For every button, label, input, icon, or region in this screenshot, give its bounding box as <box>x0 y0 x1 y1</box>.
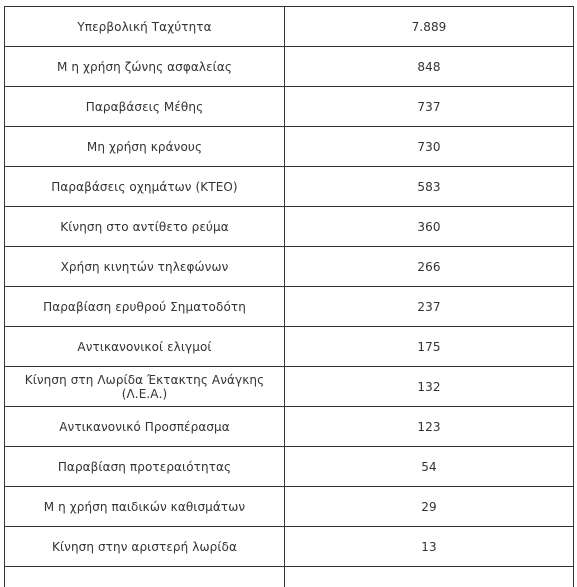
violation-cell: Παραβίαση ερυθρού Σηματοδότη <box>5 287 285 327</box>
table-row <box>5 87 574 127</box>
count-cell: 737 <box>285 87 574 127</box>
table-row <box>5 247 574 287</box>
table-row <box>5 447 574 487</box>
table-row <box>5 127 574 167</box>
violations-table <box>4 6 574 587</box>
count-cell: 123 <box>285 407 574 447</box>
count-cell: 7.889 <box>285 7 574 47</box>
count-cell: 848 <box>285 47 574 87</box>
table-row <box>5 367 574 407</box>
violation-cell: Μ η χρήση ζώνης ασφαλείας <box>5 47 285 87</box>
violation-cell: Κίνηση στο αντίθετο ρεύμα <box>5 207 285 247</box>
count-cell: 360 <box>285 207 574 247</box>
table-row <box>5 327 574 367</box>
violation-cell: Μη χρήση κράνους <box>5 127 285 167</box>
violation-cell: Κίνηση στην αριστερή λωρίδα <box>5 527 285 567</box>
count-cell: 730 <box>285 127 574 167</box>
count-cell: 237 <box>285 287 574 327</box>
violation-cell: Αντικανονικοί ελιγμοί <box>5 327 285 367</box>
table-row <box>5 7 574 47</box>
violation-cell: Κίνηση στη Λωρίδα Έκτακτης Ανάγκης (Λ.Ε.Α.) <box>5 367 285 407</box>
table-row-partial <box>5 567 574 587</box>
count-cell: 583 <box>285 167 574 207</box>
table-row <box>5 527 574 567</box>
violation-cell: Παραβάσεις Μέθης <box>5 87 285 127</box>
table-row <box>5 207 574 247</box>
count-cell: 132 <box>285 367 574 407</box>
count-cell: 29 <box>285 487 574 527</box>
table-row <box>5 407 574 447</box>
violation-cell: Χρήση κινητών τηλεφώνων <box>5 247 285 287</box>
violation-cell: Παραβάσεις οχημάτων (ΚΤΕΟ) <box>5 167 285 207</box>
table-row <box>5 47 574 87</box>
table-row <box>5 287 574 327</box>
violation-cell: Παραβίαση προτεραιότητας <box>5 447 285 487</box>
table-row <box>5 167 574 207</box>
count-cell: 13 <box>285 527 574 567</box>
violation-cell: Αντικανονικό Προσπέρασμα <box>5 407 285 447</box>
table-row <box>5 487 574 527</box>
empty-cell <box>5 567 285 587</box>
violation-cell: Υπερβολική Ταχύτητα <box>5 7 285 47</box>
count-cell: 54 <box>285 447 574 487</box>
count-cell: 266 <box>285 247 574 287</box>
violations-table-container <box>4 6 573 587</box>
count-cell: 175 <box>285 327 574 367</box>
empty-cell <box>285 567 574 587</box>
violation-cell: Μ η χρήση παιδικών καθισμάτων <box>5 487 285 527</box>
